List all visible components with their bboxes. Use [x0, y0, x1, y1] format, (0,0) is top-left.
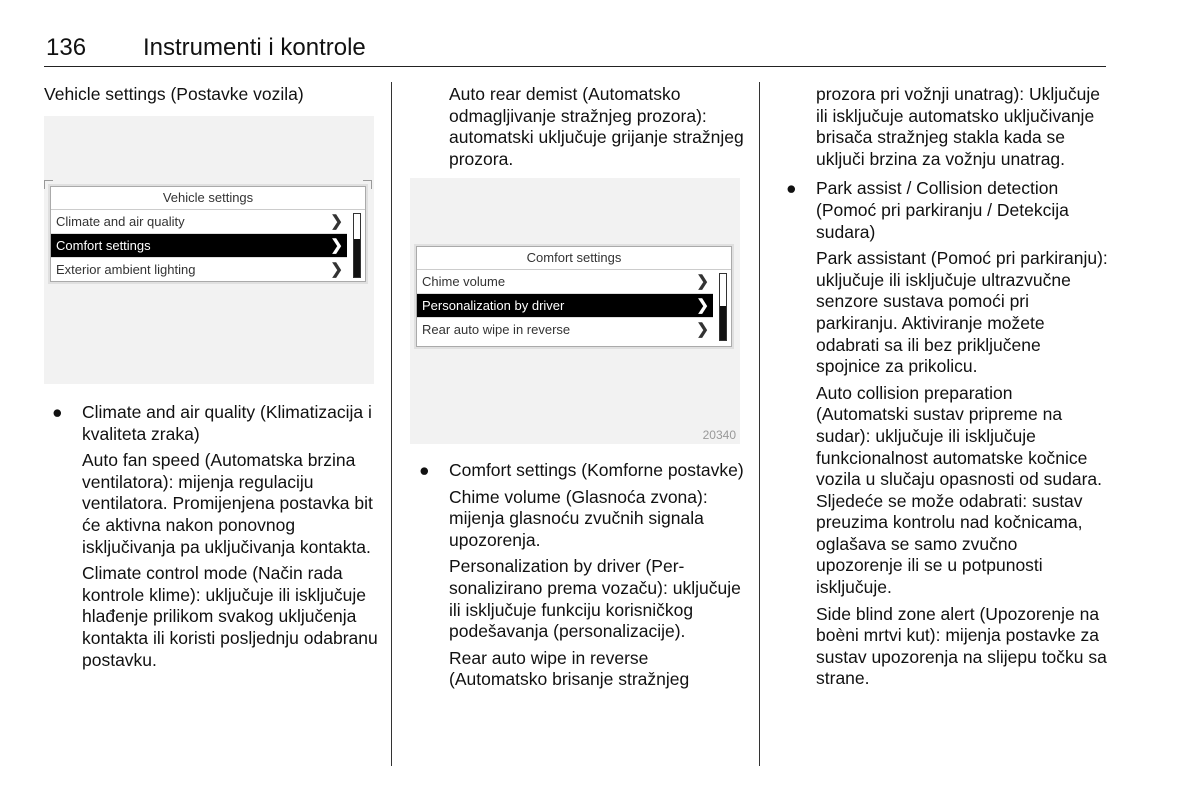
term: Rear auto wipe in reverse (Automatsko brisanje stražnjeg [449, 647, 690, 690]
column-2-body [419, 460, 744, 696]
chevron-right-icon: ❯ [330, 261, 343, 278]
column-1 [44, 84, 374, 111]
comfort-settings-screen [416, 246, 732, 347]
term: Auto collision preparation (Automatski sustav pripreme na sudar) [816, 382, 1063, 446]
paragraph-auto-collision [816, 383, 1108, 599]
paragraph-auto-fan-speed [82, 450, 382, 558]
chevron-right-icon: ❯ [330, 213, 343, 230]
column-divider [391, 82, 392, 766]
vehicle-settings-screen [50, 186, 366, 282]
chevron-right-icon: ❯ [696, 321, 709, 338]
column-1-body [52, 402, 382, 676]
term: Auto fan speed (Automatska brzina ventilatora) [82, 450, 356, 492]
paragraph-park-assistant [816, 248, 1108, 378]
bullet-title: Climate and air quality (Klimatizacija i kvaliteta zraka) [82, 402, 372, 444]
comfort-settings-figure [410, 178, 740, 444]
column-2 [449, 84, 744, 175]
description: : uključuje ili isključuje funkcionalnost automatske kočnice vozila u slučaju opasnosti od sudara. Sljedeće se može odabrati: sustav preuzima kontrolu nad kočnicama, oglašava se samo zvučno upozorenje ili se u potpunosti isključuje. [816, 425, 1103, 598]
menu-item-personalization-by-driver[interactable] [417, 294, 713, 318]
description: : mijenja glasnoću zvučnih signala upozorenja. [449, 486, 708, 550]
menu-item-label: Comfort settings [56, 238, 151, 253]
description: : uključuje ili isključuje funkciju korisničkog podešavanja (personalizacije). [449, 577, 741, 642]
menu-item-rear-auto-wipe[interactable] [417, 318, 713, 341]
scrollbar[interactable] [353, 213, 361, 278]
menu-item-label: Personalization by driver [422, 298, 565, 313]
bullet-title: Comfort settings (Komforne postavke) [449, 460, 744, 480]
paragraph-auto-rear-demist [449, 84, 744, 170]
bullet-icon: ● [52, 402, 63, 422]
bullet-title: Park assist / Collision detection (Pomoć pri parkiranju / Detekcija sudara) [816, 178, 1069, 242]
paragraph-side-blind-zone [816, 604, 1108, 690]
term: Auto rear demist (Automatsko odmagljivanje stražnjeg prozora) [449, 84, 702, 126]
menu-item-label: Climate and air quality [56, 214, 185, 229]
paragraph-personalization [449, 556, 744, 642]
column-divider [759, 82, 760, 766]
figure-code: 20340 [702, 428, 736, 442]
description: : automatski uključuje grijanje stražnjeg prozora. [449, 105, 744, 169]
scrollbar-thumb[interactable] [720, 306, 726, 340]
scrollbar-thumb[interactable] [354, 239, 360, 277]
vehicle-settings-figure [44, 116, 374, 384]
description: : mijenja regulaciju ventilatora. Promijenjena postavka bit će aktivna nakon ponovnog isključivanja pa uključivanja kontakta. [82, 471, 373, 557]
term: Park assistant (Pomoć pri parkiranju) [816, 248, 1103, 269]
column-3 [786, 84, 1108, 695]
term: Side blind zone alert (Upozorenje na boèni mrtvi kut) [816, 603, 1100, 646]
menu-item-comfort-settings[interactable] [51, 234, 347, 258]
scrollbar[interactable] [719, 273, 727, 341]
menu-item-label: Chime volume [422, 274, 506, 289]
chapter-title: Instrumenti i kontrole [143, 34, 366, 61]
bullet-item-climate [52, 402, 382, 445]
menu-item-label: Exterior ambient lighting [56, 262, 196, 277]
term: Personalization by driver (Per-sonalizirano prema vozaču) [449, 556, 685, 598]
bullet-icon: ● [419, 460, 430, 480]
menu-item-exterior-ambient-lighting[interactable] [51, 258, 347, 281]
chevron-right-icon: ❯ [696, 273, 709, 290]
bullet-item-comfort [419, 460, 744, 482]
menu-item-label: Rear auto wipe in reverse [422, 322, 571, 337]
description: : uključuje ili isključuje hlađenje prilikom svakog uključenja kontakta ili koristi posljednju odabranu postavku. [82, 584, 378, 670]
bullet-icon: ● [786, 178, 797, 199]
term: Chime volume (Glasnoća zvona) [449, 486, 703, 507]
description: : Uključuje ili isključuje automatsko uključivanje brisača stražnjeg stakla kada se uključi brzina za vožnju unatrag. [816, 84, 1101, 169]
description: : mijenja postavke za sustav upozorenja na slijepu točku sa strane. [816, 625, 1107, 689]
term: prozora pri vožnji unatrag) [816, 84, 1020, 104]
section-heading: Vehicle settings (Postavke vozila) [44, 84, 304, 104]
paragraph-rear-auto-wipe [449, 648, 744, 691]
paragraph-rear-wipe-continued [816, 84, 1108, 170]
chevron-right-icon: ❯ [696, 297, 709, 314]
menu-item-chime-volume[interactable] [417, 270, 713, 294]
menu-item-climate-and-air-quality[interactable] [51, 210, 347, 234]
page-header [44, 34, 1106, 67]
bullet-item-park-assist [786, 178, 1108, 243]
page-number: 136 [46, 34, 87, 61]
paragraph-chime-volume [449, 487, 744, 552]
chevron-right-icon: ❯ [330, 237, 343, 254]
screen-title: Comfort settings [417, 247, 731, 270]
description: : uključuje ili isključuje ultrazvučne senzore sustava pomoći pri parkiranju. Aktiviranje možete odabrati sa ili bez priključene spojnice za prikolicu. [816, 248, 1108, 377]
term: Climate control mode (Način rada kontrole klime) [82, 563, 343, 605]
screen-title: Vehicle settings [51, 187, 365, 210]
paragraph-climate-control-mode [82, 563, 382, 671]
